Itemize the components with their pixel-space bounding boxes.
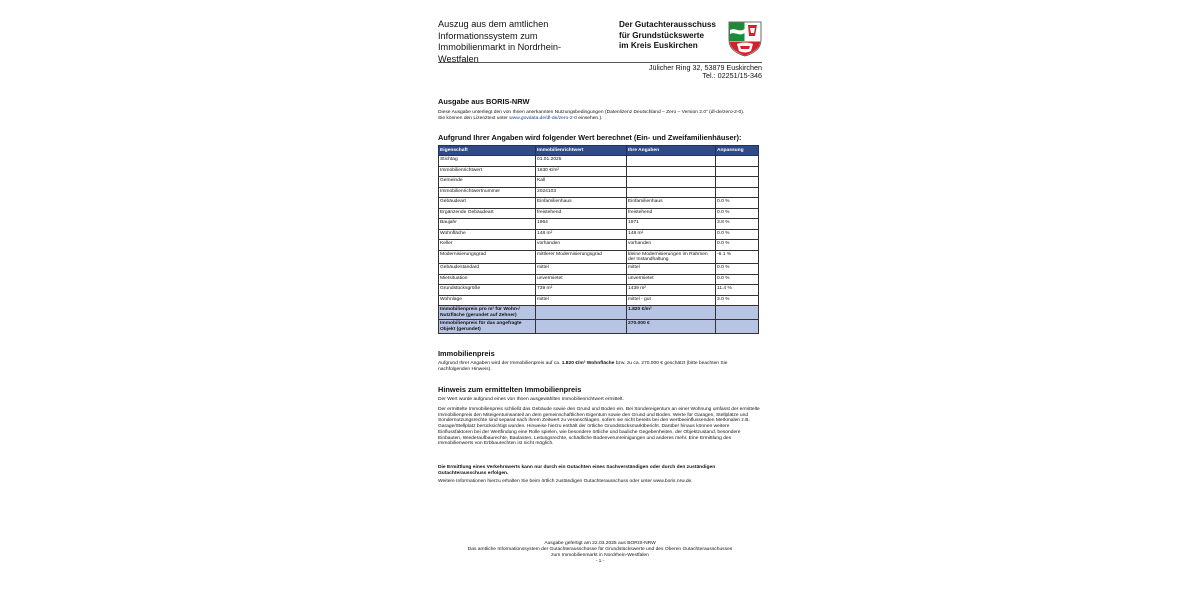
table-cell-property: Wohnfläche bbox=[439, 229, 536, 240]
table-cell-input: 148 m² bbox=[627, 229, 716, 240]
table-cell-property: Keller bbox=[439, 240, 536, 251]
notes-para-1: Der Wert wurde aufgrund eines von Ihnen ausgewählten Immobilienrichtwert ermittelt. bbox=[438, 397, 624, 402]
table-cell-input: Einfamilienhaus bbox=[627, 198, 716, 209]
license-text-part2: einsehen.). bbox=[576, 115, 603, 121]
footer-line-2: Das amtliche Informationssystem der Gutachterausschüsse für Grundstückswerte und des Oberen Gutachterausschusses bbox=[467, 546, 733, 552]
table-cell-input: vorhanden bbox=[627, 240, 716, 251]
license-link[interactable]: www.govdata.de/dl-de/zero-2-0 bbox=[509, 115, 577, 121]
table-cell-adjustment: 0.0 % bbox=[716, 229, 759, 240]
table-cell-property: Stichtag bbox=[439, 156, 536, 167]
table-cell-property: Gemeinde bbox=[439, 177, 536, 188]
summary-row bbox=[439, 306, 759, 320]
license-text-part1: Diese Ausgabe unterliegt den von Ihnen anerkannten Nutzungsbedingungen (Datenlizenz Deutschland – Zero – Version 2.0" (dl-de/zero-2-0). Sie können den Lizenztext unter bbox=[438, 110, 745, 121]
footer-line-1: Ausgabe gefertigt am 22.03.2025 aus BORIS-NRW bbox=[544, 541, 656, 546]
table-cell-input: unvermietet bbox=[627, 274, 716, 285]
organization-name bbox=[619, 20, 729, 52]
table-cell-property: Grundstücksgröße bbox=[439, 285, 536, 296]
table-row bbox=[439, 240, 759, 251]
table-cell-property: Ergänzende Gebäudeart bbox=[439, 208, 536, 219]
table-cell-reference: 2024103 bbox=[536, 187, 627, 198]
nrw-coat-of-arms-icon bbox=[727, 20, 763, 57]
table-cell-adjustment: 3.0 % bbox=[716, 295, 759, 306]
table-cell-input: mittel - gut bbox=[627, 295, 716, 306]
table-cell-input: 1971 bbox=[627, 219, 716, 230]
table-cell-property: Mietsituation bbox=[439, 274, 536, 285]
table-row bbox=[439, 219, 759, 230]
table-row bbox=[439, 295, 759, 306]
table-cell-input: 1439 m² bbox=[627, 285, 716, 296]
table-row bbox=[439, 264, 759, 275]
org-line-2: für Grundstückswerte bbox=[619, 30, 705, 40]
notes-para-2: Der ermittelte Immobilienpreis schließt das Gebäude sowie den Grund und Boden ein. Bei Sondereigentum an einer Wohnung umfasst der ermittelte Immobilienpreis den Miteigentumsanteil an dem gemeinschaftlichen Eigentum sowie den Grund und Boden. Werte für Garagen, Stellplätze und Sondernutzungsrechte sind separat nach ihrem Zeitwert zu veranschlagen, sofern sie nicht bereits bei den wertbeeinflussenden Merkmalen z.B. Garage/Stellplatz berücksichtigt wurden. Hinweise hierzu enthält der örtliche Grundstücksmarktbericht. Darüber hinaus können weitere Einflussfaktoren bei der Wertfindung eine Rolle spielen, wie besondere örtliche und bauliche Gegebenheiten, der Objektzustand, besondere Einbauten, Wiederaufbaurechte, Baulasten, Leitungsrechte, schädliche Bodenverunreinigungen und anderes mehr. Eine Ermittlung des Immobilienwerts von Erbbaurechten ist nicht möglich. bbox=[438, 407, 760, 447]
table-cell-property: Immobilienrichtwertnummer bbox=[439, 187, 536, 198]
table-body bbox=[439, 156, 759, 334]
table-cell-adjustment: 0.0 % bbox=[716, 208, 759, 219]
valuation-table bbox=[438, 145, 759, 334]
table-header-row bbox=[439, 146, 759, 156]
table-cell-adjustment: 11.4 % bbox=[716, 285, 759, 296]
table-cell-adjustment: 0.0 % bbox=[716, 240, 759, 251]
table-cell-property: Wohnlage bbox=[439, 295, 536, 306]
page-number: - 1 - bbox=[595, 558, 605, 564]
table-cell-property: Baujahr bbox=[439, 219, 536, 230]
table-cell-input bbox=[627, 156, 716, 167]
table-cell-reference: unvermietet bbox=[536, 274, 627, 285]
address-line: Jülicher Ring 32, 53879 Euskirchen bbox=[648, 63, 762, 72]
column-header: Ihre Angaben bbox=[627, 146, 716, 156]
summary-empty-cell bbox=[536, 306, 627, 320]
table-cell-adjustment bbox=[716, 166, 759, 177]
price-text-part1: Aufgrund Ihrer Angaben wird der Immobilienpreis auf ca. bbox=[438, 361, 562, 366]
table-cell-property: Modernisierungsgrad bbox=[439, 250, 536, 264]
summary-empty-cell bbox=[536, 320, 627, 334]
table-cell-reference: 01.01.2025 bbox=[536, 156, 627, 167]
table-cell-reference: Einfamilienhaus bbox=[536, 198, 627, 209]
table-cell-adjustment bbox=[716, 156, 759, 167]
summary-value: 270.000 € bbox=[627, 320, 716, 334]
table-cell-reference: 1964 bbox=[536, 219, 627, 230]
table-cell-input bbox=[627, 187, 716, 198]
phone-line: Tel.: 02251/15-346 bbox=[702, 71, 762, 81]
table-cell-reference: freistehend bbox=[536, 208, 627, 219]
table-cell-reference: 148 m² bbox=[536, 229, 627, 240]
intro-heading: Ausgabe aus BORIS-NRW bbox=[438, 97, 530, 106]
office-address bbox=[649, 64, 762, 81]
column-header: Immobilienrichtwert bbox=[536, 146, 627, 156]
notes-bold-para bbox=[438, 465, 738, 476]
table-cell-reference: 739 m² bbox=[536, 285, 627, 296]
table-cell-input: mittel bbox=[627, 264, 716, 275]
table-cell-adjustment: 3.8 % bbox=[716, 219, 759, 230]
table-row bbox=[439, 229, 759, 240]
table-row bbox=[439, 250, 759, 264]
table-cell-input bbox=[627, 166, 716, 177]
table-cell-adjustment: -6.1 % bbox=[716, 250, 759, 264]
license-text bbox=[438, 110, 748, 121]
table-cell-reference: 1630 €/m² bbox=[536, 166, 627, 177]
summary-row bbox=[439, 320, 759, 334]
price-heading: Immobilienpreis bbox=[438, 349, 495, 358]
column-header: Eigenschaft bbox=[439, 146, 536, 156]
table-row bbox=[439, 156, 759, 167]
table-cell-property: Gebäudestandard bbox=[439, 264, 536, 275]
footer-line-3: zum Immobilienmarkt in Nordrhein-Westfalen bbox=[551, 552, 649, 558]
notes-para-3: Weitere Informationen hierzu erhalten Sie beim örtlich zuständigen Gutachterausschuss oder unter www.boris.nrw.de. bbox=[438, 479, 693, 484]
org-line-1: Der Gutachterausschuss bbox=[619, 20, 716, 29]
table-cell-adjustment: 0.0 % bbox=[716, 264, 759, 275]
table-cell-reference: mittel bbox=[536, 295, 627, 306]
table-cell-reference: mittlerer Modernisierungsgrad bbox=[536, 250, 627, 264]
column-header: Anpassung bbox=[716, 146, 759, 156]
table-cell-adjustment bbox=[716, 187, 759, 198]
table-cell-input: kleine Modernisierungen im Rahmen der Instandhaltung bbox=[627, 250, 716, 264]
table-cell-adjustment: 0.0 % bbox=[716, 198, 759, 209]
table-cell-reference: mittel bbox=[536, 264, 627, 275]
summary-label: Immobilienpreis für das angefragte Objekt (gerundet) bbox=[439, 320, 536, 334]
table-heading: Aufgrund Ihrer Angaben wird folgender Wert berechnet (Ein- und Zweifamilienhäuser): bbox=[438, 133, 742, 142]
price-per-sqm: 1.820 €/m² Wohnfläche bbox=[561, 361, 615, 366]
document-page bbox=[438, 0, 762, 600]
table-cell-property: Gebäudeart bbox=[439, 198, 536, 209]
table-cell-property: Immobilienrichtwert bbox=[439, 166, 536, 177]
price-text bbox=[438, 361, 746, 372]
summary-label: Immobilienpreis pro m² für Wohn-/ Nutzfläche (gerundet auf Zehner) bbox=[439, 306, 536, 320]
table-cell-adjustment: 0.0 % bbox=[716, 274, 759, 285]
table-cell-input bbox=[627, 177, 716, 188]
org-line-3: im Kreis Euskirchen bbox=[619, 41, 698, 50]
table-row bbox=[439, 198, 759, 209]
table-cell-reference: vorhanden bbox=[536, 240, 627, 251]
summary-empty-cell bbox=[716, 306, 759, 320]
price-text-part2: bzw. zu ca. 270.000 € geschätzt (bitte beachten Sie nachfolgenden Hinweis). bbox=[438, 361, 728, 372]
table-cell-reference: Kall bbox=[536, 177, 627, 188]
verkehrswert-note: Die Ermittlung eines Verkehrswerts kann nur durch ein Gutachten eines Sachverständigen oder durch den zuständigen Gutachterausschuss erfolgen. bbox=[438, 465, 716, 476]
notes-heading: Hinweis zum ermittelten Immobilienpreis bbox=[438, 385, 582, 394]
summary-empty-cell bbox=[716, 320, 759, 334]
table-row bbox=[439, 187, 759, 198]
table-cell-input: freistehend bbox=[627, 208, 716, 219]
page-footer bbox=[438, 541, 762, 565]
table-row bbox=[439, 285, 759, 296]
table-row bbox=[439, 166, 759, 177]
table-cell-adjustment bbox=[716, 177, 759, 188]
table-row bbox=[439, 274, 759, 285]
summary-value: 1.820 €/m² bbox=[627, 306, 716, 320]
document-title: Auszug aus dem amtlichen Informationssystem zum Immobilienmarkt in Nordrhein-Westfalen bbox=[438, 19, 562, 64]
table-row bbox=[439, 177, 759, 188]
table-row bbox=[439, 208, 759, 219]
